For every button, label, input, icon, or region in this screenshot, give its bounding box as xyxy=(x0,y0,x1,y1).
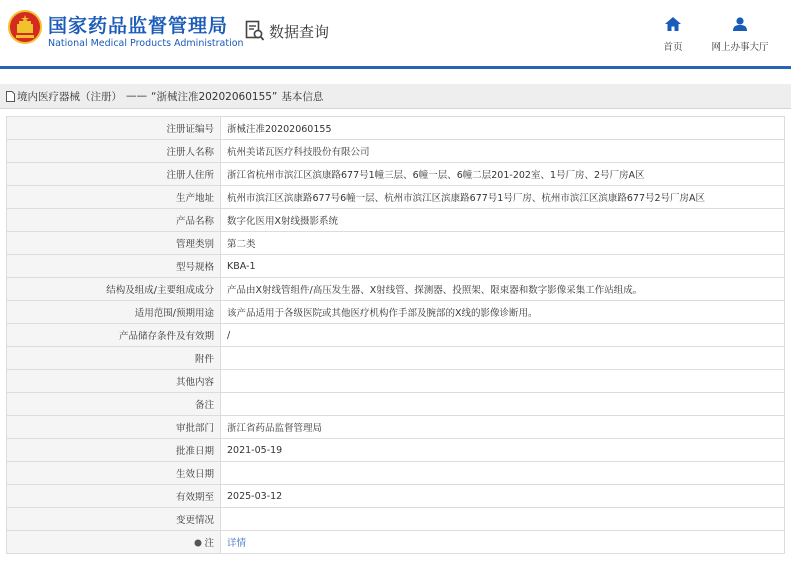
data-query-label: 数据查询 xyxy=(269,22,330,41)
field-label: 有效期至 xyxy=(7,485,221,508)
user-icon xyxy=(732,17,748,31)
field-label: 管理类别 xyxy=(7,232,221,255)
field-value: 该产品适用于各级医院或其他医疗机构作手部及腕部的X线的影像诊断用。 xyxy=(221,301,785,324)
table-row xyxy=(7,462,785,485)
table-row xyxy=(7,485,785,508)
note-label: 注 xyxy=(204,538,214,549)
table-row xyxy=(7,347,785,370)
field-value: / xyxy=(221,324,785,347)
note-value-cell xyxy=(221,531,785,554)
field-label: 批准日期 xyxy=(7,439,221,462)
nav-home-label: 首页 xyxy=(663,42,683,53)
breadcrumb xyxy=(0,84,791,109)
field-value: KBA-1 xyxy=(221,255,785,278)
field-value: 2025-03-12 xyxy=(221,485,785,508)
breadcrumb-separator: —— xyxy=(126,90,147,102)
site-header xyxy=(0,0,791,66)
field-label: 注册人住所 xyxy=(7,163,221,186)
field-value: 第二类 xyxy=(221,232,785,255)
nav-home[interactable] xyxy=(638,16,708,53)
field-value xyxy=(221,370,785,393)
table-row xyxy=(7,117,785,140)
breadcrumb-category: 境内医疗器械（注册） xyxy=(17,90,122,103)
field-value xyxy=(221,508,785,531)
field-value: 数字化医用X射线摄影系统 xyxy=(221,209,785,232)
field-label: 其他内容 xyxy=(7,370,221,393)
field-value: 浙江省药品监督管理局 xyxy=(221,416,785,439)
national-emblem-icon xyxy=(8,10,42,44)
table-row xyxy=(7,163,785,186)
table-row xyxy=(7,416,785,439)
field-label: 适用范围/预期用途 xyxy=(7,301,221,324)
detail-link[interactable]: 详情 xyxy=(227,538,247,549)
field-value: 杭州美诺瓦医疗科技股份有限公司 xyxy=(221,140,785,163)
bullet-icon xyxy=(194,539,202,547)
table-row xyxy=(7,508,785,531)
note-label-cell xyxy=(7,531,221,554)
site-title: 国家药品监督管理局 xyxy=(48,15,229,37)
field-label: 生产地址 xyxy=(7,186,221,209)
table-row xyxy=(7,209,785,232)
table-row xyxy=(7,439,785,462)
table-row-note xyxy=(7,531,785,554)
table-row xyxy=(7,278,785,301)
field-label: 产品名称 xyxy=(7,209,221,232)
table-row xyxy=(7,324,785,347)
field-label: 注册证编号 xyxy=(7,117,221,140)
table-row xyxy=(7,140,785,163)
field-value xyxy=(221,347,785,370)
field-label: 生效日期 xyxy=(7,462,221,485)
nav-online-office-label: 网上办事大厅 xyxy=(711,42,769,53)
field-label: 结构及组成/主要组成成分 xyxy=(7,278,221,301)
field-value: 产品由X射线管组件/高压发生器、X射线管、探测器、投照架、限束器和数字影像采集工作站组成。 xyxy=(221,278,785,301)
field-value: 浙械注准20202060155 xyxy=(221,117,785,140)
field-label: 审批部门 xyxy=(7,416,221,439)
field-value xyxy=(221,393,785,416)
data-query-section[interactable] xyxy=(245,18,329,44)
field-label: 备注 xyxy=(7,393,221,416)
field-value: 2021-05-19 xyxy=(221,439,785,462)
field-label: 注册人名称 xyxy=(7,140,221,163)
breadcrumb-record-title: “浙械注准20202060155” xyxy=(151,90,278,103)
field-value: 浙江省杭州市滨江区滨康路677号1幢三层、6幢一层、6幢二层201-202室、1号厂房、2号厂房A区 xyxy=(221,163,785,186)
field-label: 型号规格 xyxy=(7,255,221,278)
field-label: 变更情况 xyxy=(7,508,221,531)
home-icon xyxy=(665,17,681,31)
table-row xyxy=(7,393,785,416)
document-search-icon xyxy=(245,20,265,42)
document-icon xyxy=(6,91,15,102)
field-value xyxy=(221,462,785,485)
header-divider xyxy=(0,66,791,69)
breadcrumb-suffix: 基本信息 xyxy=(281,90,324,103)
field-value: 杭州市滨江区滨康路677号6幢一层、杭州市滨江区滨康路677号1号厂房、杭州市滨江区滨康路677号2号厂房A区 xyxy=(221,186,785,209)
table-row xyxy=(7,186,785,209)
table-row xyxy=(7,370,785,393)
table-row xyxy=(7,301,785,324)
nav-online-office[interactable] xyxy=(705,16,775,53)
field-label: 附件 xyxy=(7,347,221,370)
field-label: 产品储存条件及有效期 xyxy=(7,324,221,347)
site-title-english: National Medical Products Administration xyxy=(48,38,244,49)
table-row xyxy=(7,255,785,278)
table-row xyxy=(7,232,785,255)
registration-info-table xyxy=(6,116,785,554)
